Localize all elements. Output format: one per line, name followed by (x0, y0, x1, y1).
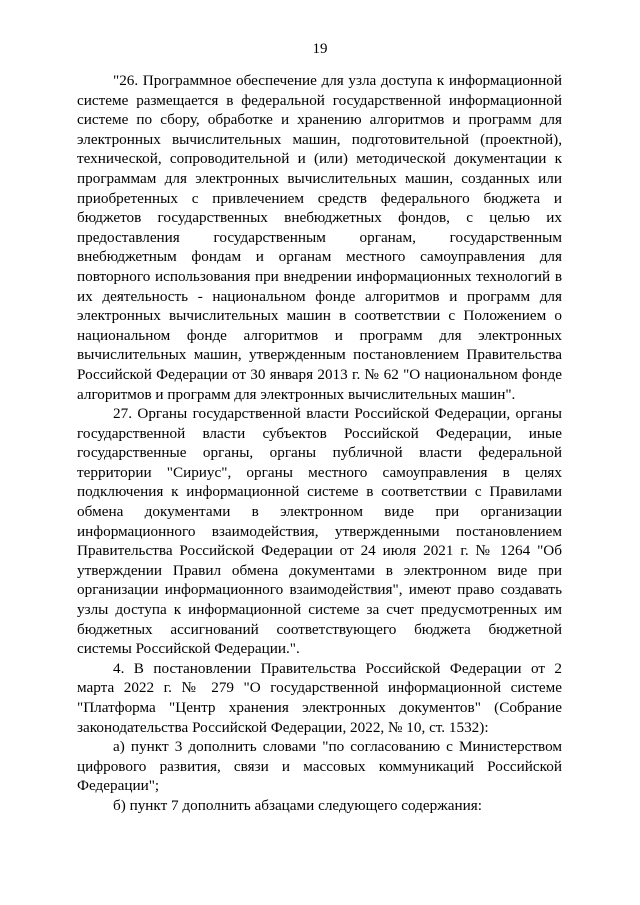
paragraph-item-26: "26. Программное обеспечение для узла доступа к информационной системе размещается в федеральной государственной информационной системе по сбору, обработке и хранению алгоритмов и программ для электронных вычислительных машин, подготовительной (проектной), технической, сопроводительной и (или) методической документации к программам для электронных вычислительных машин, созданных или приобретенных с привлечением средств федерального бюджета и бюджетов государственных внебюджетных фондов, с целью их предоставления государственным органам, государственным внебюджетным фондам и органам местного самоуправления для повторного использования при внедрении информационных технологий в их деятельность - национальном фонде алгоритмов и программ для электронных вычислительных машин в соответствии с Положением о национальном фонде алгоритмов и программ для электронных вычислительных машин, утвержденным постановлением Правительства Российской Федерации от 30 января 2013 г. № 62 "О национальном фонде алгоритмов и программ для электронных вычислительных машин". (77, 72, 562, 403)
paragraph-point-4: 4. В постановлении Правительства Российской Федерации от 2 марта 2022 г. № 279 "О государственной информационной системе "Платформа "Центр хранения электронных документов" (Собрание законодательства Российской Федерации, 2022, № 10, ст. 1532): (77, 659, 562, 736)
page-number: 19 (312, 41, 328, 57)
paragraph-subpoint-b: б) пункт 7 дополнить абзацами следующего содержания: (113, 796, 482, 814)
document-body (77, 71, 562, 816)
paragraph-item-27: 27. Органы государственной власти Российской Федерации, органы государственной власти субъектов Российской Федерации, иные государственные органы, органы публичной власти федеральной территории "Сириус", органы местного самоуправления в целях подключения к информационной системе в соответствии с Правилами обмена документами в электронном виде при организации информационного взаимодействия, утвержденными постановлением Правительства Российской Федерации от 24 июля 2021 г. № 1264 "Об утверждении Правил обмена документами в электронном виде при организации информационного взаимодействия", имеют право создавать узлы доступа к информационной системе за счет предусмотренных им бюджетных ассигнований соответствующего бюджета бюджетной системы Российской Федерации.". (77, 405, 562, 658)
paragraph-subpoint-a: а) пункт 3 дополнить словами "по согласованию с Министерством цифрового развития, связи и массовых коммуникаций Российской Федерации"; (77, 738, 562, 795)
